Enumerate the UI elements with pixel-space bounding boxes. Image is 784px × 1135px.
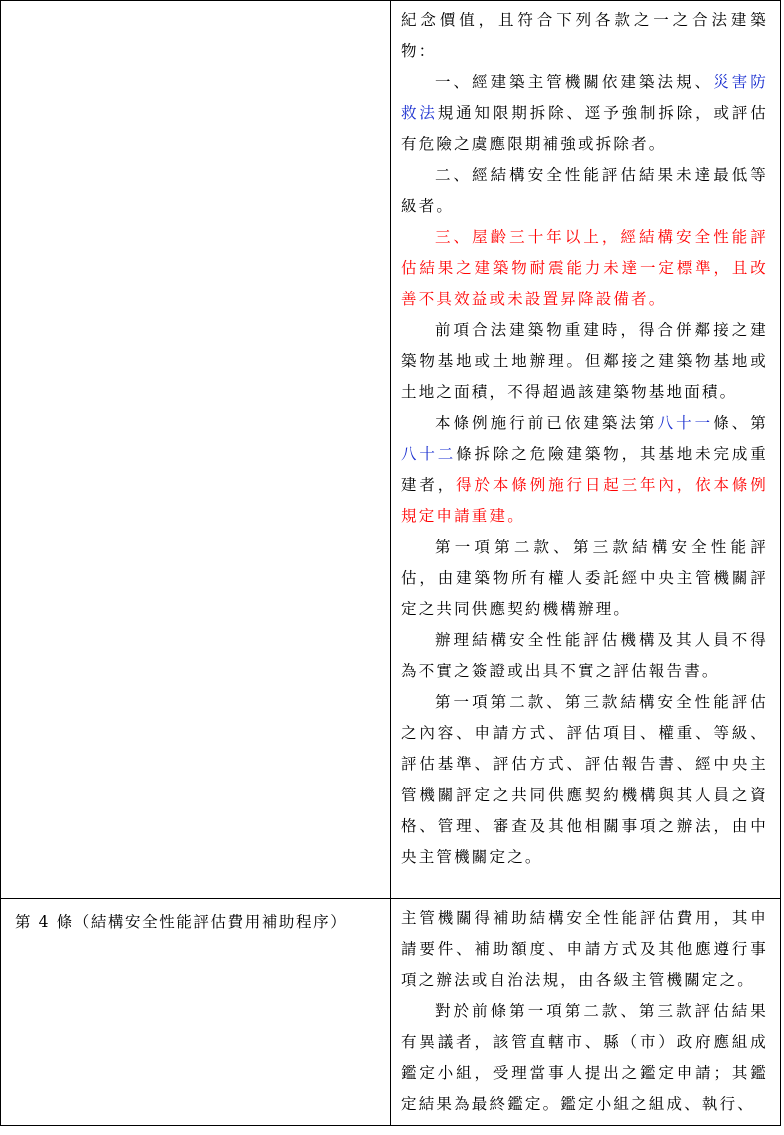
paragraph-6: 第一項第二款、第三款結構安全性能評估之內容、申請方式、評估項目、權重、等級、評估基準、評估方式、評估報告書、經中央主管機關評定之共同供應契約機構與其人員之資格、管理、審查及其他相關事項之辦法，由中央主管機關定之。 [401,693,768,866]
article-81-link[interactable]: 八十一 [657,414,714,432]
paragraph-3-text-c: 條拆除之危險建築物，其基地未完成重建者， [401,445,768,494]
paragraph-3-text-a: 本條例施行前已依建築法第 [435,414,658,432]
table-row [1,1,781,899]
article-4-heading: 第 4 條（結構安全性能評估費用補助程序） [15,913,348,931]
table-row [1,899,781,1126]
paragraph-4: 第一項第二款、第三款結構安全性能評估，由建築物所有權人委託經中央主管機關評定之共同供應契約機構辦理。 [401,538,768,618]
article-heading-cell [1,899,391,1126]
article-4-content [391,899,780,1120]
article-content-cell [391,899,781,1126]
item-1-text-b: 規通知限期拆除、逕予強制拆除，或評估有危險之虞應限期補強或拆除者。 [401,104,769,153]
article-heading-cell-empty [1,1,391,899]
article-4-paragraph-2: 對於前條第一項第二款、第三款評估結果有異議者，該管直轄市、縣（市）政府應組成鑑定小組，受理當事人提出之鑑定申請；其鑑定結果為最終鑑定。鑑定小組之組成、執行、 [401,1002,768,1113]
intro-paragraph: 紀念價值，且符合下列各款之一之合法建築物： [401,11,768,60]
paragraph-5: 辦理結構安全性能評估機構及其人員不得為不實之簽證或出具不實之評估報告書。 [401,631,768,680]
article-content-cell [391,1,781,899]
article-3-content [391,1,780,873]
item-1-text-a: 一、經建築主管機關依建築法規、 [435,73,714,91]
paragraph-3-text-b: 條、第 [713,414,768,432]
article-82-link[interactable]: 八十二 [401,445,457,463]
article-4-paragraph-1: 主管機關得補助結構安全性能評估費用，其申請要件、補助額度、申請方式及其他應遵行事項之辦法或自治法規，由各級主管機關定之。 [401,909,768,989]
item-3-amended: 三、屋齡三十年以上，經結構安全性能評估結果之建築物耐震能力未達一定標準，且改善不具效益或未設置昇降設備者。 [401,228,768,308]
paragraph-3 [401,408,768,532]
disaster-act-link[interactable]: 災害防救法 [401,73,768,122]
item-1 [401,67,768,160]
paragraph-3-amended: 得於本條例施行日起三年內，依本條例規定申請重建。 [401,476,768,525]
item-2: 二、經結構安全性能評估結果未達最低等級者。 [401,166,768,215]
paragraph-2: 前項合法建築物重建時，得合併鄰接之建築物基地或土地辦理。但鄰接之建築物基地或土地之面積，不得超過該建築物基地面積。 [401,321,768,401]
